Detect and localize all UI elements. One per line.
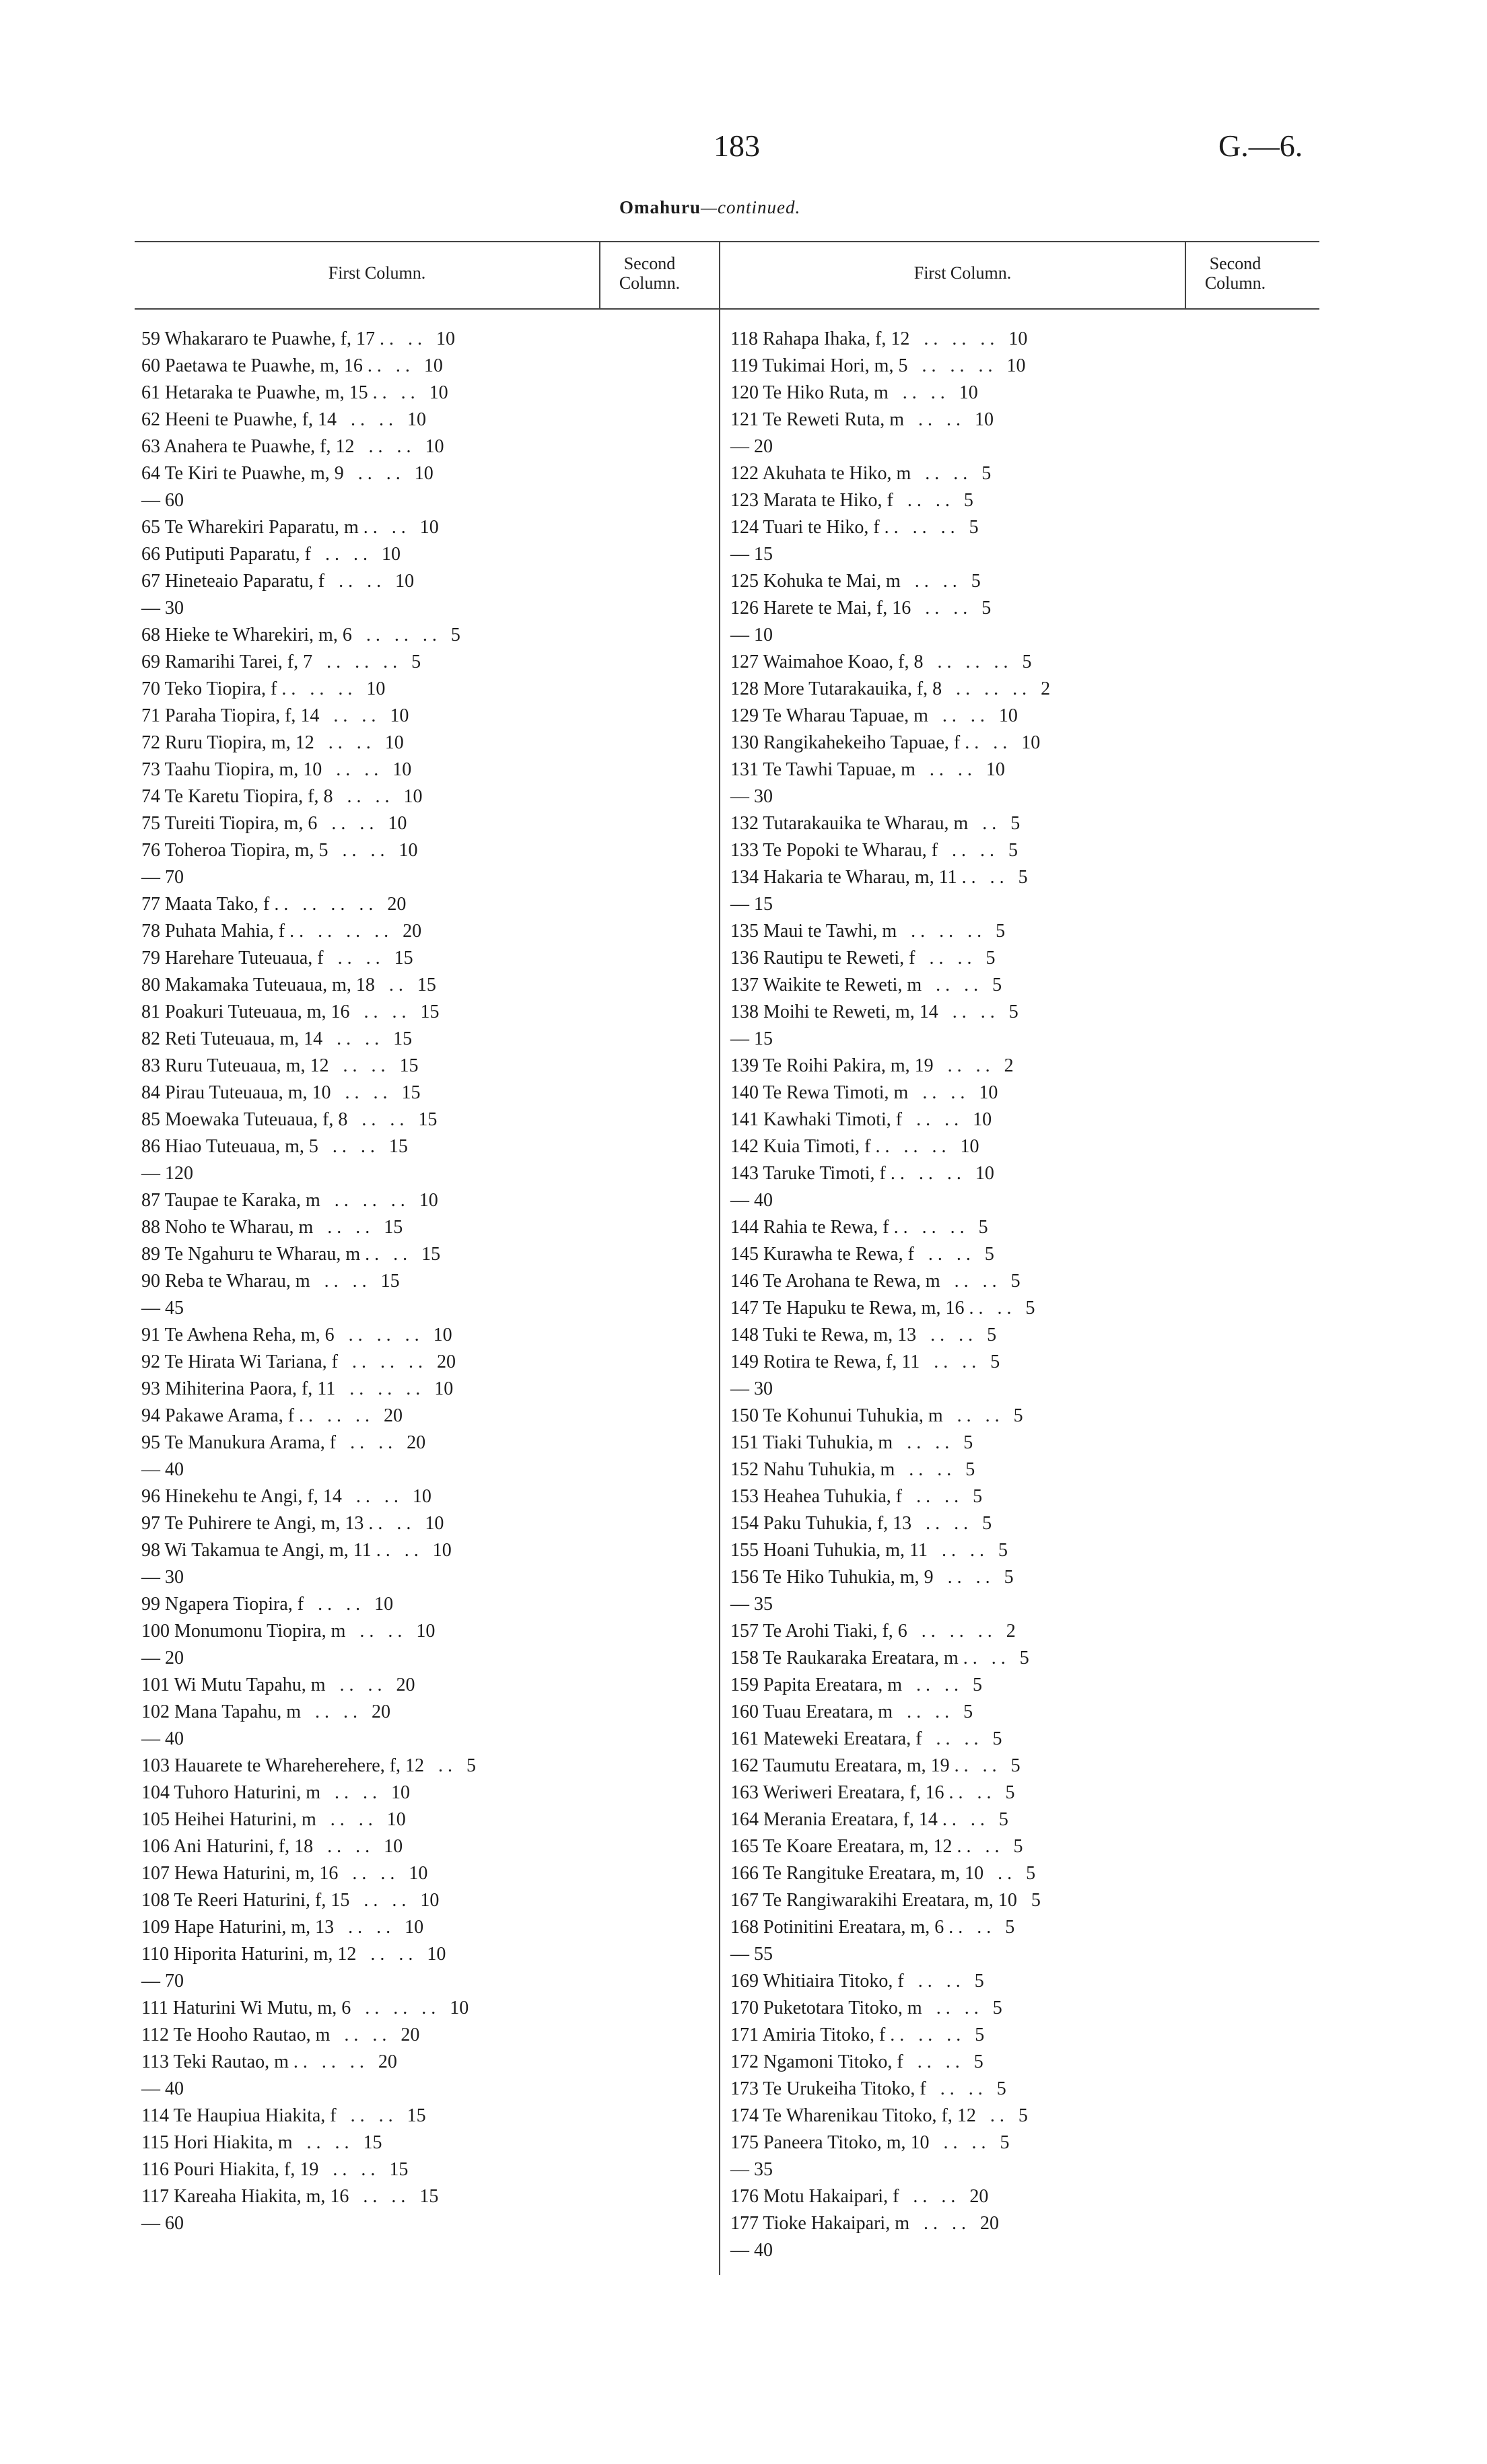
register-entry: 156 Te Hiko Tuhukia, m, 9 . . . . 5 xyxy=(730,1567,1014,1588)
register-entry: 105 Heihei Haturini, m . . . . 10 xyxy=(141,1809,406,1830)
right-first-column-header: First Column. xyxy=(913,263,1012,283)
register-entry: 64 Te Kiri te Puawhe, m, 9 . . . . 10 xyxy=(141,463,434,484)
register-entry: 123 Marata te Hiko, f . . . . 5 xyxy=(730,490,973,511)
register-entry: 101 Wi Mutu Tapahu, m . . . . 20 xyxy=(141,1675,415,1695)
register-entry: 107 Hewa Haturini, m, 16 . . . . 10 xyxy=(141,1863,428,1884)
register-entry: 152 Nahu Tuhukia, m . . . . 5 xyxy=(730,1459,975,1480)
register-entry: — 40 xyxy=(730,1190,773,1211)
register-entry: 61 Hetaraka te Puawhe, m, 15 . . . . 10 xyxy=(141,382,448,403)
register-entry: 163 Weriweri Ereatara, f, 16 . . . . 5 xyxy=(730,1782,1015,1803)
right-second-column-header: Second Column. xyxy=(1204,254,1266,293)
register-entry: 70 Teko Tiopira, f . . . . . . 10 xyxy=(141,678,386,699)
register-entry: 136 Rautipu te Reweti, f . . . . 5 xyxy=(730,948,996,969)
register-entry: 171 Amiria Titoko, f . . . . . . 5 xyxy=(730,2025,985,2045)
register-entry: — 15 xyxy=(730,894,773,915)
register-entry: 140 Te Rewa Timoti, m . . . . 10 xyxy=(730,1082,998,1103)
register-entry: 161 Mateweki Ereatara, f . . . . 5 xyxy=(730,1728,1002,1749)
register-entry: 93 Mihiterina Paora, f, 11 . . . . . . 10 xyxy=(141,1378,454,1399)
register-entry: — 30 xyxy=(141,1567,184,1588)
register-entry: 73 Taahu Tiopira, m, 10 . . . . 10 xyxy=(141,759,412,780)
register-entry: 85 Moewaka Tuteuaua, f, 8 . . . . 15 xyxy=(141,1109,438,1130)
register-entry: 67 Hineteaio Paparatu, f . . . . 10 xyxy=(141,571,415,592)
register-entry: 95 Te Manukura Arama, f . . . . 20 xyxy=(141,1432,426,1453)
register-entry: 103 Hauarete te Wharehereherе, f, 12 . . 5 xyxy=(141,1755,477,1776)
register-entry: 102 Mana Tapahu, m . . . . 20 xyxy=(141,1701,391,1722)
left-first-column-header: First Column. xyxy=(328,263,426,283)
register-entry: 104 Tuhoro Haturini, m . . . . 10 xyxy=(141,1782,411,1803)
register-entry: 168 Potinitini Ereatara, m, 6 . . . . 5 xyxy=(730,1917,1015,1938)
section-suffix: —continued. xyxy=(701,197,801,217)
register-entry: 134 Hakaria te Wharau, m, 11 . . . . 5 xyxy=(730,867,1028,888)
register-entry: 98 Wi Takamua te Angi, m, 11 . . . . 10 xyxy=(141,1540,452,1561)
register-entry: 154 Paku Tuhukia, f, 13 . . . . 5 xyxy=(730,1513,992,1534)
register-entry: — 40 xyxy=(141,2078,184,2099)
register-entry: 114 Te Haupiua Hiakita, f . . . . 15 xyxy=(141,2105,426,2126)
register-entry: 130 Rangikahekeiho Tapuae, f . . . . 10 xyxy=(730,732,1041,753)
register-entry: 86 Hiao Tuteuaua, m, 5 . . . . 15 xyxy=(141,1136,408,1157)
register-entry: 116 Pouri Hiakita, f, 19 . . . . 15 xyxy=(141,2159,409,2180)
register-entry: 142 Kuia Timoti, f . . . . . . 10 xyxy=(730,1136,979,1157)
register-entry: — 15 xyxy=(730,1028,773,1049)
register-entry: 158 Te Raukaraka Ereatara, m . . . . 5 xyxy=(730,1648,1029,1668)
register-entry: 125 Kohuka te Mai, m . . . . 5 xyxy=(730,571,981,592)
left-column-divider xyxy=(599,242,600,308)
register-entry: 173 Te Urukeiha Titoko, f . . . . 5 xyxy=(730,2078,1006,2099)
register-entry: 81 Poakuri Tuteuaua, m, 16 . . . . 15 xyxy=(141,1001,440,1022)
register-entry: 78 Puhata Mahia, f . . . . . . . . 20 xyxy=(141,921,422,942)
register-entry: 143 Taruke Timoti, f . . . . . . 10 xyxy=(730,1163,994,1184)
register-entry: 108 Te Reeri Haturini, f, 15 . . . . 10 xyxy=(141,1890,440,1911)
register-entry: 63 Anahera te Puawhe, f, 12 . . . . 10 xyxy=(141,436,444,457)
register-entry: 92 Te Hirata Wi Tariana, f . . . . . . 20 xyxy=(141,1351,456,1372)
register-entry: 151 Tiaki Tuhukia, m . . . . 5 xyxy=(730,1432,973,1453)
right-column-divider xyxy=(1185,242,1186,308)
register-entry: 145 Kurawha te Rewa, f . . . . 5 xyxy=(730,1244,994,1265)
register-entry: 97 Te Puhirere te Angi, m, 13 . . . . 10 xyxy=(141,1513,444,1534)
register-entry: 139 Te Roihi Pakira, m, 19 . . . . 2 xyxy=(730,1055,1014,1076)
page-number: 183 xyxy=(714,129,760,163)
register-entry: 71 Paraha Tiopira, f, 14 . . . . 10 xyxy=(141,705,409,726)
register-entry: — 45 xyxy=(141,1298,184,1318)
register-entry: 100 Monumonu Tiopira, m . . . . 10 xyxy=(141,1621,436,1642)
register-entry: 77 Maata Tako, f . . . . . . . . 20 xyxy=(141,894,407,915)
section-title xyxy=(619,197,800,218)
section-name: Omahuru xyxy=(619,197,701,217)
register-entry: 133 Te Popoki te Wharau, f . . . . 5 xyxy=(730,840,1018,861)
header-rule xyxy=(135,308,1319,310)
register-entry: 135 Maui te Tawhi, m . . . . . . 5 xyxy=(730,921,1006,942)
register-entry: 155 Hoani Tuhukia, m, 11 . . . . 5 xyxy=(730,1540,1008,1561)
register-entry: — 40 xyxy=(730,2240,773,2261)
register-entry: 141 Kawhaki Timoti, f . . . . 10 xyxy=(730,1109,992,1130)
register-entry: 94 Pakawe Arama, f . . . . . . 20 xyxy=(141,1405,403,1426)
register-entry: — 20 xyxy=(141,1648,184,1668)
register-entry: 177 Tioke Hakaipari, m . . . . 20 xyxy=(730,2213,999,2234)
register-entry: 96 Hinekehu te Angi, f, 14 . . . . 10 xyxy=(141,1486,431,1507)
register-entry: 166 Te Rangituke Ereatara, m, 10 . . 5 xyxy=(730,1863,1036,1884)
register-entry: 117 Kareaha Hiakita, m, 16 . . . . 15 xyxy=(141,2186,439,2207)
register-entry: — 55 xyxy=(730,1944,773,1965)
register-entry: 118 Rahapa Ihaka, f, 12 . . . . . . 10 xyxy=(730,328,1028,349)
register-entry: — 15 xyxy=(730,544,773,565)
register-entry: 60 Paetawa te Puawhe, m, 16 . . . . 10 xyxy=(141,355,443,376)
register-entry: 174 Te Wharenikau Titoko, f, 12 . . 5 xyxy=(730,2105,1028,2126)
register-entry: 84 Pirau Tuteuaua, m, 10 . . . . 15 xyxy=(141,1082,421,1103)
register-entry: — 60 xyxy=(141,2213,184,2234)
register-entry: 165 Te Koare Ereatara, m, 12 . . . . 5 xyxy=(730,1836,1023,1857)
register-entry: 106 Ani Haturini, f, 18 . . . . 10 xyxy=(141,1836,403,1857)
register-entry: 62 Heeni te Puawhe, f, 14 . . . . 10 xyxy=(141,409,427,430)
register-entry: 75 Tureiti Tiopira, m, 6 . . . . 10 xyxy=(141,813,407,834)
register-entry: — 30 xyxy=(730,1378,773,1399)
register-entry: 91 Te Awhena Reha, m, 6 . . . . . . 10 xyxy=(141,1325,452,1345)
register-entry: 127 Waimahoe Koao, f, 8 . . . . . . 5 xyxy=(730,652,1032,672)
register-entry: 160 Tuau Ereatara, m . . . . 5 xyxy=(730,1701,973,1722)
register-entry: 149 Rotira te Rewa, f, 11 . . . . 5 xyxy=(730,1351,1000,1372)
register-entry: — 60 xyxy=(141,490,184,511)
register-entry: 88 Noho te Wharau, m . . . . 15 xyxy=(141,1217,403,1238)
register-entry: 153 Heahea Tuhukia, f . . . . 5 xyxy=(730,1486,983,1507)
register-entry: — 40 xyxy=(141,1459,184,1480)
register-entry: 87 Taupae te Karaka, m . . . . . . 10 xyxy=(141,1190,438,1211)
register-entry: 89 Te Ngahuru te Wharau, m . . . . 15 xyxy=(141,1244,441,1265)
register-entry: 138 Moihi te Reweti, m, 14 . . . . 5 xyxy=(730,1001,1018,1022)
register-entry: 126 Harete te Mai, f, 16 . . . . 5 xyxy=(730,598,992,619)
register-entry: 122 Akuhata te Hiko, m . . . . 5 xyxy=(730,463,992,484)
register-entry: — 20 xyxy=(730,436,773,457)
register-entry: 119 Tukimai Hori, m, 5 . . . . . . 10 xyxy=(730,355,1026,376)
register-entry: 65 Te Wharekiri Paparatu, m . . . . 10 xyxy=(141,517,439,538)
register-entry: 124 Tuari te Hiko, f . . . . . . 5 xyxy=(730,517,979,538)
register-entry: 157 Te Arohi Tiaki, f, 6 . . . . . . 2 xyxy=(730,1621,1016,1642)
document-code: G.—6. xyxy=(1218,129,1303,163)
register-entry: 128 More Tutarakauika, f, 8 . . . . . . 2 xyxy=(730,678,1051,699)
register-entry: — 10 xyxy=(730,625,773,645)
register-entry: — 70 xyxy=(141,867,184,888)
register-entry: — 35 xyxy=(730,2159,773,2180)
register-entry: 110 Hiporita Haturini, m, 12 . . . . 10 xyxy=(141,1944,446,1965)
register-entry: — 70 xyxy=(141,1971,184,1992)
register-entry: 172 Ngamoni Titoko, f . . . . 5 xyxy=(730,2051,983,2072)
register-entry: 132 Tutarakauika te Wharau, m . . 5 xyxy=(730,813,1021,834)
register-entry: 169 Whitiaira Titoko, f . . . . 5 xyxy=(730,1971,984,1992)
register-entry: 69 Ramarihi Tarei, f, 7 . . . . . . 5 xyxy=(141,652,421,672)
register-entry: 148 Tuki te Rewa, m, 13 . . . . 5 xyxy=(730,1325,997,1345)
register-entry: 175 Paneera Titoko, m, 10 . . . . 5 xyxy=(730,2132,1010,2153)
top-rule xyxy=(135,241,1319,242)
register-entry: 120 Te Hiko Ruta, m . . . . 10 xyxy=(730,382,978,403)
register-entry: 159 Papita Ereatara, m . . . . 5 xyxy=(730,1675,983,1695)
register-entry: 80 Makamaka Tuteuaua, m, 18 . . 15 xyxy=(141,975,436,995)
register-entry: 99 Ngapera Tiopira, f . . . . 10 xyxy=(141,1594,394,1615)
register-entry: 147 Te Hapuku te Rewa, m, 16 . . . . 5 xyxy=(730,1298,1035,1318)
register-entry: 164 Merania Ereatara, f, 14 . . . . 5 xyxy=(730,1809,1008,1830)
center-divider xyxy=(719,242,720,2275)
register-entry: — 35 xyxy=(730,1594,773,1615)
left-second-column-header: Second Column. xyxy=(619,254,681,293)
register-entry: 83 Ruru Tuteuaua, m, 12 . . . . 15 xyxy=(141,1055,419,1076)
register-entry: — 40 xyxy=(141,1728,184,1749)
register-entry: 144 Rahia te Rewa, f . . . . . . 5 xyxy=(730,1217,988,1238)
register-entry: 113 Teki Rautao, m . . . . . . 20 xyxy=(141,2051,397,2072)
register-entry: 167 Te Rangiwarakihi Ereatara, m, 10 5 xyxy=(730,1890,1041,1911)
register-entry: 162 Taumutu Ereatara, m, 19 . . . . 5 xyxy=(730,1755,1021,1776)
register-entry: — 120 xyxy=(141,1163,193,1184)
register-entry: 150 Te Kohunui Tuhukia, m . . . . 5 xyxy=(730,1405,1023,1426)
register-entry: 176 Motu Hakaipari, f . . . . 20 xyxy=(730,2186,989,2207)
register-entry: 82 Reti Tuteuaua, m, 14 . . . . 15 xyxy=(141,1028,413,1049)
register-entry: 68 Hieke te Wharekiri, m, 6 . . . . . . 5 xyxy=(141,625,460,645)
register-entry: 131 Te Tawhi Tapuae, m . . . . 10 xyxy=(730,759,1005,780)
register-entry: 170 Puketotara Titoko, m . . . . 5 xyxy=(730,1998,1002,2018)
register-entry: 115 Hori Hiakita, m . . . . 15 xyxy=(141,2132,382,2153)
register-entry: — 30 xyxy=(141,598,184,619)
register-entry: 90 Reba te Wharau, m . . . . 15 xyxy=(141,1271,400,1292)
register-entry: 74 Te Karetu Tiopira, f, 8 . . . . 10 xyxy=(141,786,423,807)
register-entry: — 30 xyxy=(730,786,773,807)
register-entry: 137 Waikite te Reweti, m . . . . 5 xyxy=(730,975,1002,995)
register-entry: 66 Putiputi Paparatu, f . . . . 10 xyxy=(141,544,401,565)
register-entry: 72 Ruru Tiopira, m, 12 . . . . 10 xyxy=(141,732,404,753)
register-entry: 59 Whakararo te Puawhe, f, 17 . . . . 10 xyxy=(141,328,456,349)
register-entry: 111 Haturini Wi Mutu, m, 6 . . . . . . 10 xyxy=(141,1998,469,2018)
register-entry: 146 Te Arohana te Rewa, m . . . . 5 xyxy=(730,1271,1021,1292)
register-entry: 76 Toheroa Tiopira, m, 5 . . . . 10 xyxy=(141,840,418,861)
register-entry: 121 Te Reweti Ruta, m . . . . 10 xyxy=(730,409,994,430)
register-entry: 79 Harehare Tuteuaua, f . . . . 15 xyxy=(141,948,413,969)
register-entry: 109 Hape Haturini, m, 13 . . . . 10 xyxy=(141,1917,424,1938)
register-entry: 112 Te Hooho Rautao, m . . . . 20 xyxy=(141,2025,420,2045)
register-entry: 129 Te Wharau Tapuae, m . . . . 10 xyxy=(730,705,1018,726)
